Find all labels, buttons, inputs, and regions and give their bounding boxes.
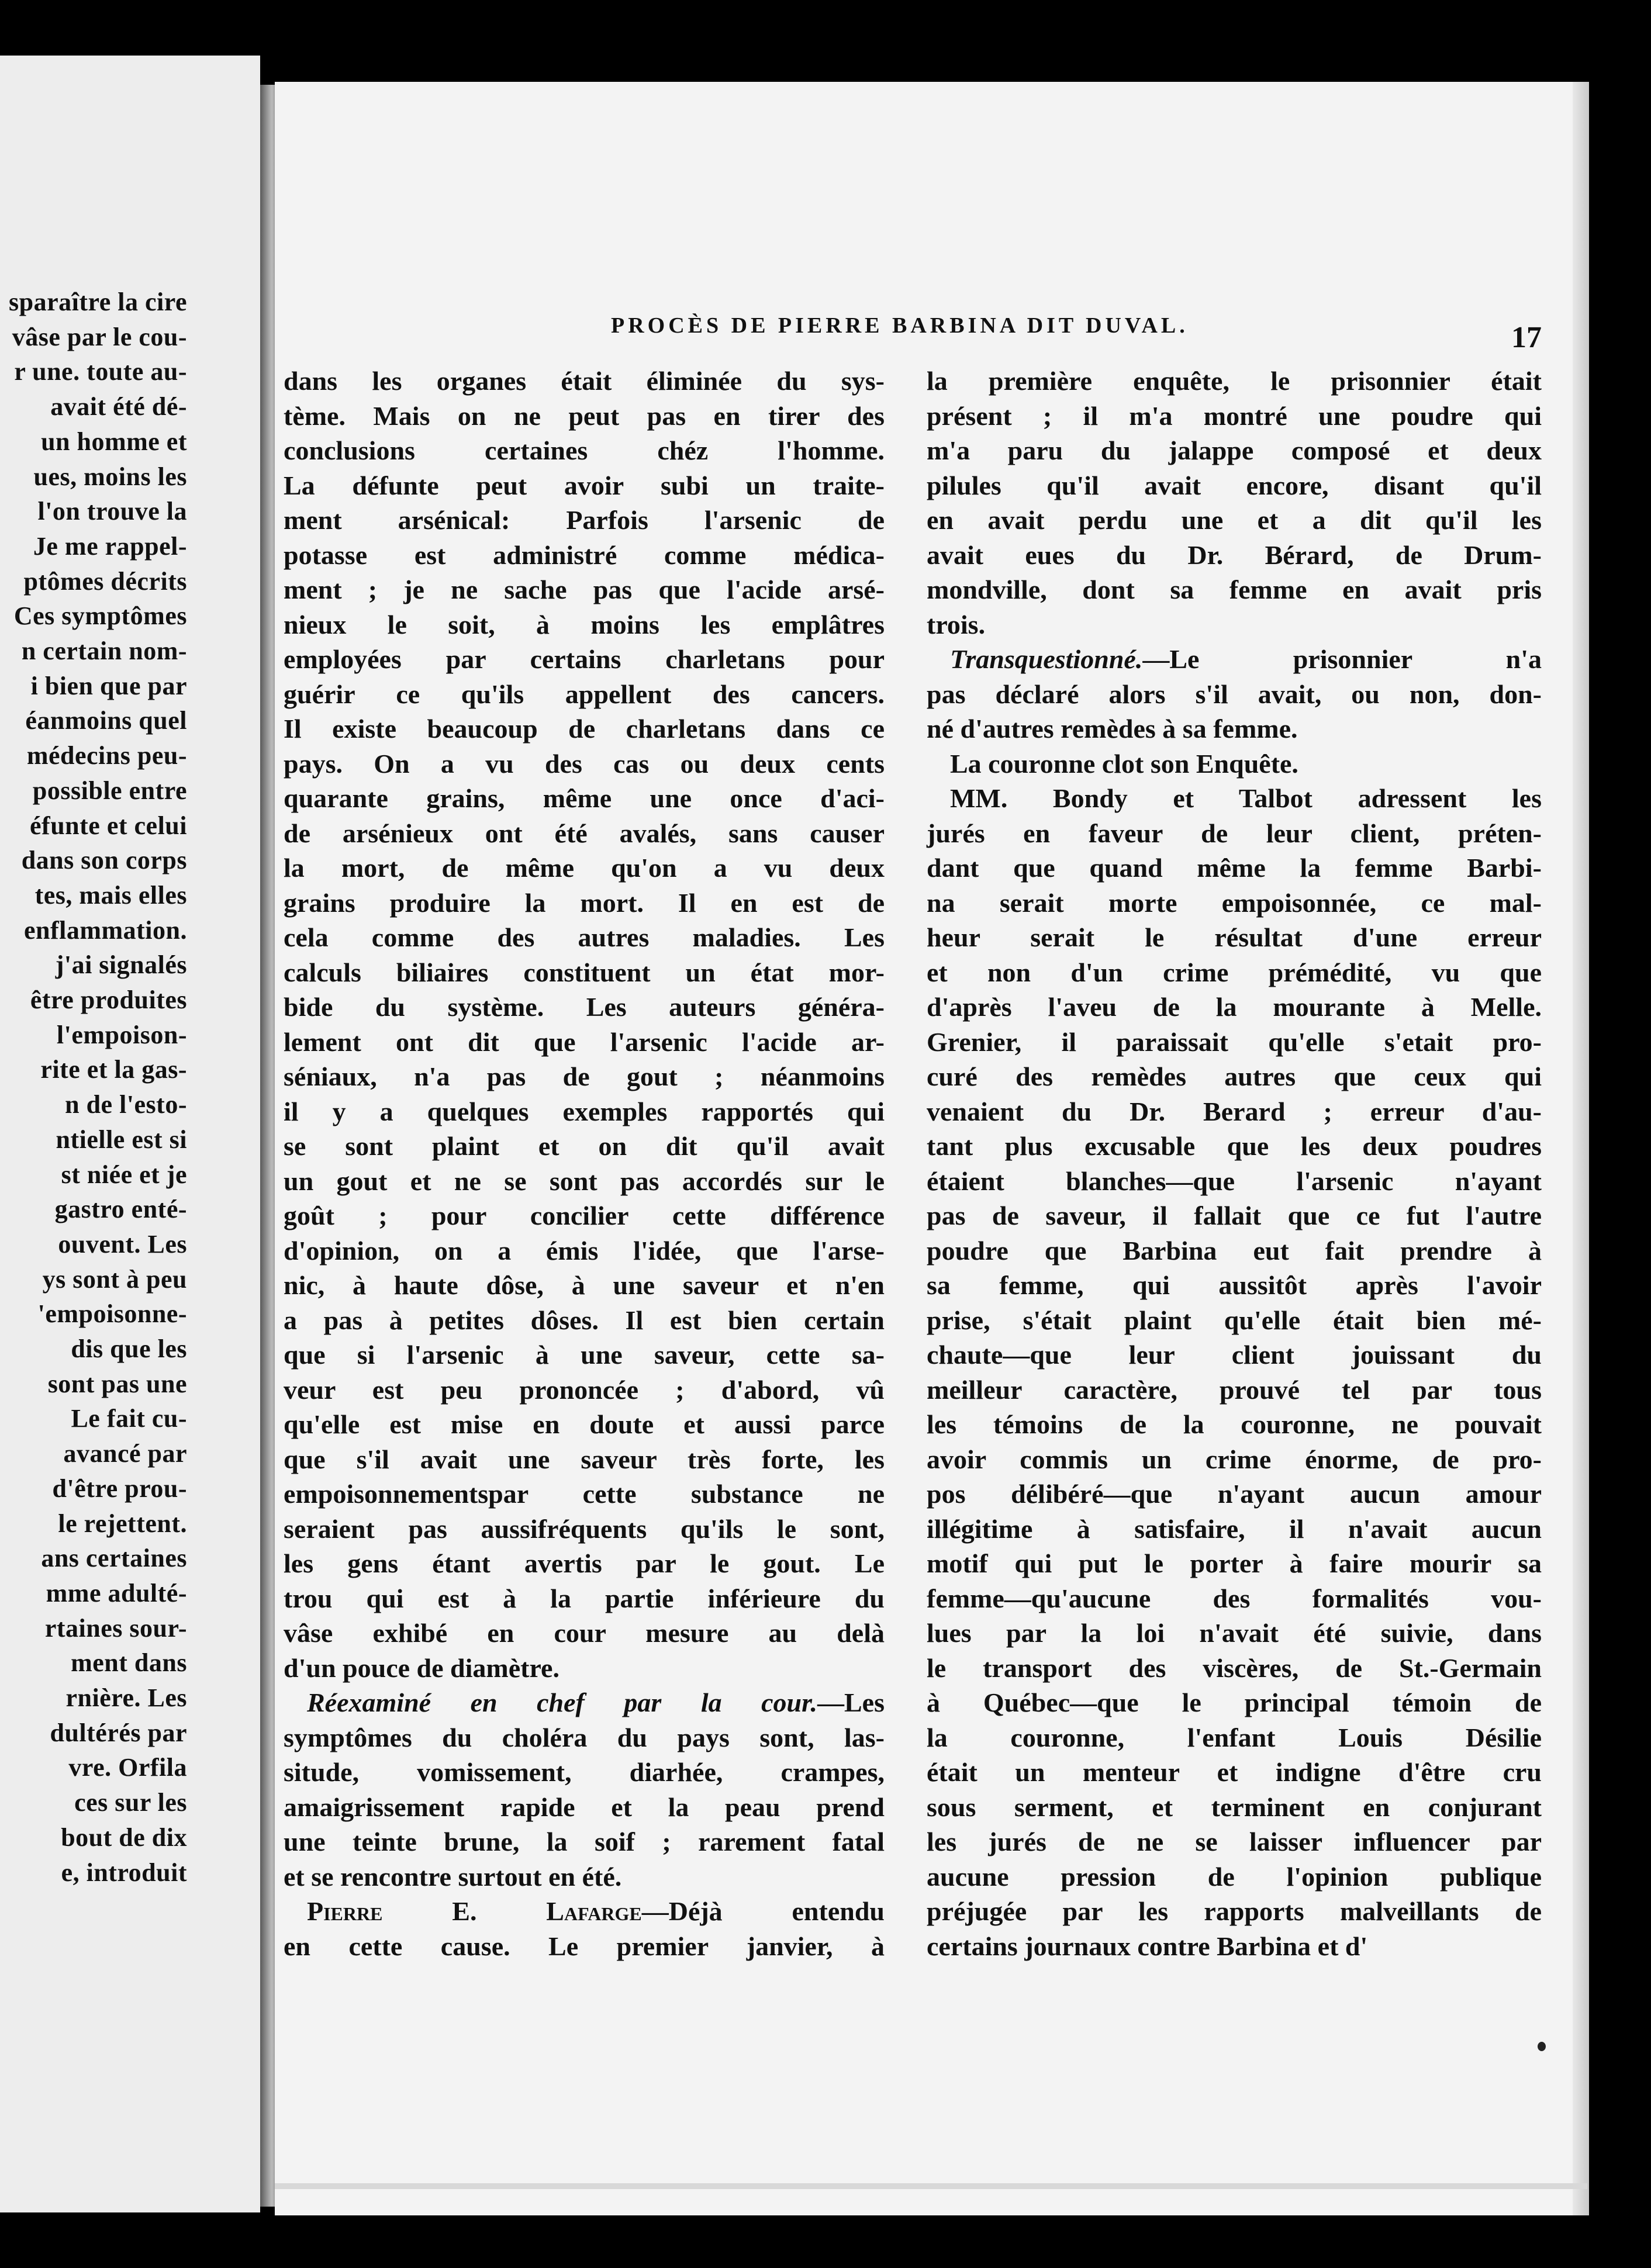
text-line: étaient blanches—que l'arsenic n'ayant [927,1166,1542,1196]
text-line: ment ; je ne sache pas que l'acide arsé- [284,575,885,604]
text-line: heur serait le résultat d'une erreur [927,922,1542,952]
left-page-line: être produites [30,986,187,1014]
text-line: lues par la loi n'avait été suivie, dans [927,1618,1542,1648]
left-page-line: 'empoisonne- [37,1299,187,1329]
left-page-line: n certain nom- [21,637,187,665]
text-line: le transport des viscères, de St.-Germain [927,1652,1542,1683]
left-page-line: ces sur les [74,1788,187,1817]
left-facing-page [0,56,260,2212]
text-line: MM. Bondy et Talbot adressent les [950,783,1542,813]
left-page-line: l'empoison- [56,1020,187,1049]
left-page-line: ouvent. Les [58,1229,187,1259]
text-line: nieux le soit, à moins les emplâtres [284,609,885,639]
left-page-line: sparaître la cire [8,288,187,316]
text-line: sa femme, qui aussitôt après l'avoir [927,1270,1542,1300]
witness-name: Pierre E. Lafarge [307,1896,642,1926]
left-page-line: dis que les [71,1334,187,1363]
left-page-line: vre. Orfila [68,1753,187,1782]
text-line: motif qui put le porter à faire mourir sa [927,1548,1542,1578]
text-line: aucune pression de l'opinion publique [927,1861,1542,1892]
text-line: pilules qu'il avait encore, disant qu'il [927,470,1542,500]
left-page-line: ment dans [71,1648,187,1678]
paragraph-opening-line [284,1894,885,1929]
left-page-line: rnière. Les [65,1683,187,1712]
left-page-line: vâse par le cou- [12,322,187,351]
text-line: en cette cause. Le premier janvier, à [284,1931,885,1961]
left-page-line: r une. toute au- [14,357,187,386]
text-line: meilleur caractère, prouvé tel par tous [927,1374,1542,1405]
left-page-line: enflammation. [23,915,187,945]
left-page-line: Ces symptômes [13,601,187,631]
left-page-line: ues, moins les [33,462,187,491]
left-page-line: dans son corps [21,846,187,875]
text-line: trou qui est à la partie inférieure du [284,1583,885,1613]
left-page-line: éfunte et celui [30,811,187,840]
text-line: les jurés de ne se laisser influencer par [927,1827,1542,1856]
text-line: qu'elle est mise en doute et aussi parce [284,1409,885,1439]
left-page-line: possible entre [32,776,187,805]
text-line: grains produire la mort. Il en est de [284,887,885,918]
text-line: jurés en faveur de leur client, préten- [927,818,1542,848]
text-line: d'un pouce de diamètre. [284,1652,559,1683]
text-line: de arsénieux ont été avalés, sans causer [284,818,885,848]
text-line: et non d'un crime prémédité, vu que [927,957,1542,987]
left-page-line: ans certaines [41,1544,187,1573]
left-page-line: rite et la gas- [40,1055,187,1084]
cross-examination-heading: Transquestionné. [950,644,1143,674]
text-line: employées par certains charletans pour [284,644,885,674]
running-title: PROCÈS DE PIERRE BARBINA DIT DUVAL. [611,313,1189,338]
text-line: empoisonnementspar cette substance ne [284,1479,885,1509]
text-line: trois. [927,609,986,639]
left-page-line: éanmoins quel [25,706,187,735]
left-page-line: Le fait cu- [71,1404,187,1433]
text-line: une teinte brune, la soif ; rarement fatal [284,1827,885,1856]
left-page-line: ptômes décrits [23,566,187,596]
left-page-line: ys sont à peu [42,1264,187,1294]
left-page-line: ntielle est si [56,1125,187,1154]
text-line: symptômes du choléra du pays sont, las- [284,1722,885,1752]
text-line: amaigrissement rapide et la peau prend [284,1792,885,1822]
text-line: les témoins de la couronne, ne pouvait [927,1409,1542,1439]
left-page-line: avait été dé- [50,392,187,421]
text-line: la première enquête, le prisonnier était [927,366,1542,396]
text-line: un gout et ne se sont pas accordés sur le [284,1166,885,1196]
left-page-line: gastro enté- [54,1195,187,1224]
text-line: pas déclaré alors s'il avait, ou non, don- [927,679,1542,709]
left-page-line: i bien que par [30,671,187,700]
page-edge [1573,82,1589,2215]
paragraph-opening-line [927,642,1542,677]
text-line: La défunte peut avoir subi un traite- [284,470,885,500]
reexamination-heading: Réexaminé en chef par la cour. [307,1688,817,1717]
text-line: et se rencontre surtout en été. [284,1861,622,1892]
left-page-line: n de l'esto- [65,1090,187,1119]
text-line: d'opinion, on a émis l'idée, que l'arse- [284,1235,885,1266]
text-line: pas de saveur, il fallait que ce fut l'autre [927,1201,1542,1230]
left-page-line: bout de dix [61,1823,187,1852]
text-line: dans les organes était éliminée du sys- [284,366,885,396]
text-line: tème. Mais on ne peut pas en tirer des [284,400,885,431]
text-line: femme—qu'aucune des formalités vou- [927,1583,1542,1613]
text-line: situde, vomissement, diarhée, crampes, [284,1757,885,1787]
text-line: d'après l'aveu de la mourante à Melle. [927,992,1542,1022]
left-page-line: mme adulté- [46,1578,187,1607]
text-line: illégitime à satisfaire, il n'avait aucun [927,1513,1542,1544]
text-line: les gens étant avertis par le gout. Le [284,1548,885,1578]
text-column-right [927,364,1542,1963]
ink-speck [1538,2042,1546,2051]
text-line: lement ont dit que l'arsenic l'acide ar- [284,1026,885,1057]
left-page-line: tes, mais elles [34,880,187,910]
text-line: la mort, de même qu'on a vu deux [284,853,885,883]
text-line: était un menteur et indigne d'être cru [927,1757,1542,1787]
left-page-line: j'ai signalés [55,950,187,980]
text-line: venaient du Dr. Berard ; erreur d'au- [927,1096,1542,1126]
text-line: poudre que Barbina eut fait prendre à [927,1235,1542,1266]
page-number: 17 [1511,321,1542,354]
text-line: sous serment, et terminent en conjurant [927,1792,1542,1822]
text-line: goût ; pour concilier cette différence [284,1201,885,1230]
left-page-line: rtaines sour- [44,1613,187,1643]
text-line: pays. On a vu des cas ou deux cents [284,748,885,779]
text-line: veur est peu prononcée ; d'abord, vû [284,1374,885,1405]
text-line: la couronne, l'enfant Louis Désilie [927,1722,1542,1752]
text-line: il y a quelques exemples rapportés qui [284,1096,885,1126]
text-line: potasse est administré comme médica- [284,540,885,570]
left-page-line: avancé par [63,1439,187,1468]
left-page-line: un homme et [41,427,187,456]
text-line: que s'il avait une saveur très forte, les [284,1444,885,1474]
text-line: que si l'arsenic à une saveur, cette sa- [284,1340,885,1370]
text-line: présent ; il m'a montré une poudre qui [927,400,1542,431]
text-line: bide du système. Les auteurs généra- [284,992,885,1022]
text-line: m'a paru du jalappe composé et deux [927,435,1542,465]
left-page-line: e, introduit [61,1858,187,1887]
page-bottom-edge [275,2183,1587,2189]
text-line: cela comme des autres maladies. Les [284,922,885,952]
text-line: à Québec—que le principal témoin de [927,1688,1542,1717]
text-line: curé des remèdes autres que ceux qui [927,1062,1542,1091]
text-line: Grenier, il paraissait qu'elle s'etait pro- [927,1026,1542,1057]
text-line: vâse exhibé en cour mesure au delà [284,1618,885,1648]
text-line: en avait perdu une et a dit qu'il les [927,505,1542,535]
text-line: Il existe beaucoup de charletans dans ce [284,714,885,744]
text-line: conclusions certaines chéz l'homme. [284,435,885,465]
left-page-line: dultérés par [50,1718,187,1747]
text-line: na serait morte empoisonnée, ce mal- [927,887,1542,918]
text-line: quarante grains, même une once d'aci- [284,783,885,813]
text-line: La couronne clot son Enquête. [950,748,1298,779]
text-line-rest: —Déjà entendu [641,1896,885,1926]
text-line: ment arsénical: Parfois l'arsenic de [284,505,885,535]
left-page-line: sont pas une [47,1369,187,1398]
text-line: nic, à haute dôse, à une saveur et n'en [284,1270,885,1300]
text-line: pos délibéré—que n'ayant aucun amour [927,1479,1542,1509]
text-line: guérir ce qu'ils appellent des cancers. [284,679,885,709]
text-line: préjugée par les rapports malveillants de [927,1896,1542,1926]
text-line: prise, s'était plaint qu'elle était bien mé- [927,1305,1542,1335]
left-page-line: st niée et je [61,1160,187,1189]
left-page-line: le rejettent. [58,1509,187,1538]
text-line: né d'autres remèdes à sa femme. [927,714,1298,744]
text-line: séniaux, n'a pas de gout ; néanmoins [284,1062,885,1091]
text-column-left [284,364,885,1963]
left-page-line: l'on trouve la [37,497,187,526]
text-line: se sont plaint et on dit qu'il avait [284,1131,885,1161]
text-line: tant plus excusable que les deux poudres [927,1131,1542,1161]
text-line: mondville, dont sa femme en avait pris [927,575,1542,604]
text-line: seraient pas aussifréquents qu'ils le sont, [284,1513,885,1544]
text-line: calculs biliaires constituent un état mor- [284,957,885,987]
text-line: chaute—que leur client jouissant du [927,1340,1542,1370]
text-line-rest: —Le prisonnier n'a [1142,644,1542,674]
left-page-line: d'être prou- [52,1474,187,1503]
left-page-line: Je me rappel- [33,531,187,561]
text-line-rest: —Les [817,1688,885,1717]
text-line: a pas à petites dôses. Il est bien certain [284,1305,885,1335]
left-page-line: médecins peu- [26,741,187,770]
text-line: avait eues du Dr. Bérard, de Drum- [927,540,1542,570]
paragraph-opening-line [284,1685,885,1720]
text-line: avoir commis un crime énorme, de pro- [927,1444,1542,1474]
text-line: certains journaux contre Barbina et d' [927,1931,1368,1961]
text-line: dant que quand même la femme Barbi- [927,853,1542,883]
